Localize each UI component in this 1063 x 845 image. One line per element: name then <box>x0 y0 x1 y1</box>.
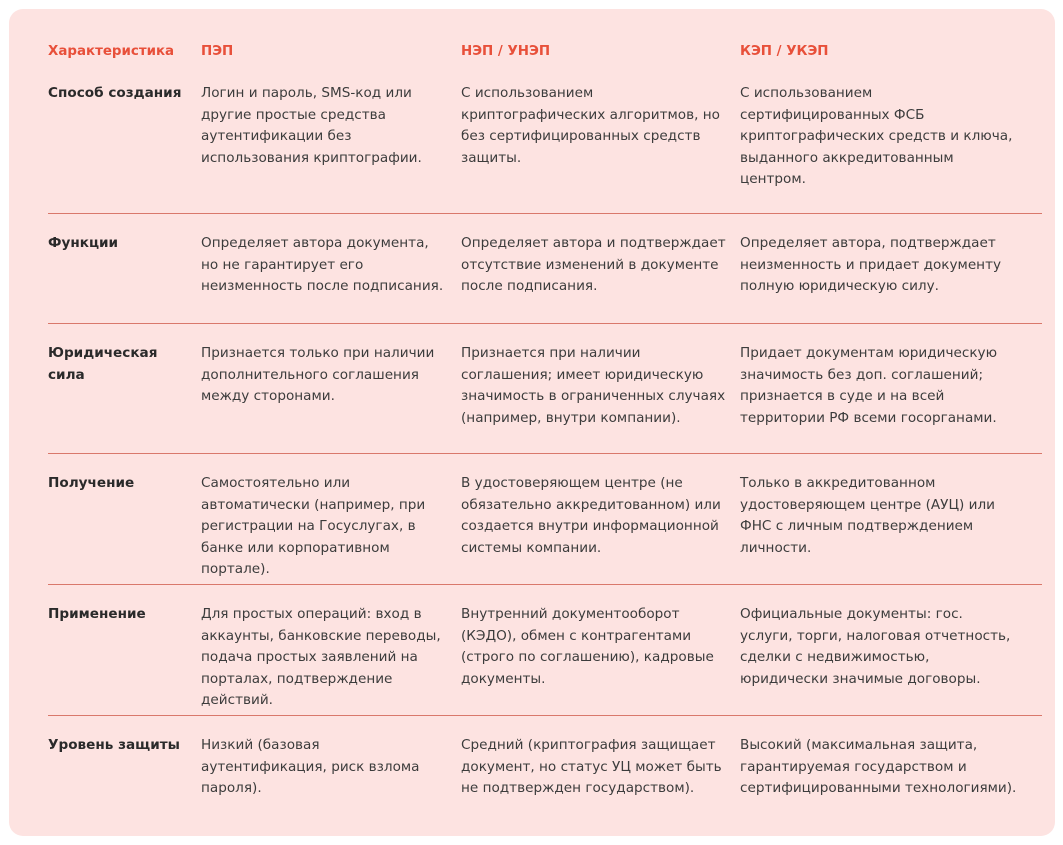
header-nep: НЭП / УНЭП <box>461 44 551 59</box>
cell-pep: Определяет автора документа, но не гарантирует его неизменность после подписания. <box>201 235 444 295</box>
row-label: Функции <box>48 235 119 251</box>
row-label: Применение <box>48 606 146 622</box>
table-row <box>48 83 1042 213</box>
cell-pep: Самостоятельно или автоматически (например, при регистрации на Госуслугах, в банке или корпоративном портале). <box>201 475 426 578</box>
cell-pep: Для простых операций: вход в аккаунты, банковские переводы, подача простых заявлений на порталах, подтверждение действий. <box>201 606 441 709</box>
header-kep: КЭП / УКЭП <box>740 44 829 59</box>
row-label: Способ создания <box>48 85 182 101</box>
cell-kep: Только в аккредитованном удостоверяющем центре (АУЦ) или ФНС с личным подтверждением личности. <box>740 475 995 556</box>
header-pep: ПЭП <box>201 44 234 59</box>
cell-nep: В удостоверяющем центре (не обязательно аккредитованном) или создается внутри информационной системы компании. <box>461 475 721 556</box>
cell-nep: Признается при наличии соглашения; имеет юридическую значимость в ограниченных случаях (например, внутри компании). <box>461 345 726 426</box>
cell-nep: С использованием криптографических алгоритмов, но без сертифицированных средств защиты. <box>461 85 720 166</box>
table-row <box>48 213 1042 323</box>
comparison-table <box>48 9 1042 835</box>
cell-kep: С использованием сертифицированных ФСБ криптографических средств и ключа, выданного аккредитованным центром. <box>740 85 1013 188</box>
cell-nep: Средний (криптография защищает документ, но статус УЦ может быть не подтвержден государством). <box>461 737 722 797</box>
cell-kep: Определяет автора, подтверждает неизменность и придает документу полную юридическую силу. <box>740 235 1002 295</box>
cell-nep: Определяет автора и подтверждает отсутствие изменений в документе после подписания. <box>461 235 726 295</box>
cell-kep: Придает документам юридическую значимость без доп. соглашений; признается в суде и на всей территории РФ всеми госорганами. <box>740 345 998 426</box>
table-row <box>48 323 1042 453</box>
cell-pep: Признается только при наличии дополнительного соглашения между сторонами. <box>201 345 435 405</box>
row-label: Получение <box>48 475 135 491</box>
table-header-row <box>48 9 1042 83</box>
table-row <box>48 584 1042 715</box>
cell-pep: Низкий (базовая аутентификация, риск взлома пароля). <box>201 737 420 797</box>
row-label: Юридическая сила <box>48 345 158 383</box>
header-characteristic: Характеристика <box>48 44 175 59</box>
cell-nep: Внутренний документооборот (КЭДО), обмен с контрагентами (строго по соглашению), кадровые документы. <box>461 606 714 687</box>
cell-pep: Логин и пароль, SMS-код или другие простые средства аутентификации без использования криптографии. <box>201 85 422 166</box>
comparison-card <box>9 9 1055 836</box>
cell-kep: Высокий (максимальная защита, гарантируемая государством и сертифицированными технологиями). <box>740 737 1017 797</box>
table-row <box>48 453 1042 584</box>
table-row <box>48 715 1042 835</box>
cell-kep: Официальные документы: гос. услуги, торги, налоговая отчетность, сделки с недвижимостью, юридически значимые договоры. <box>740 606 1011 687</box>
row-label: Уровень защиты <box>48 737 180 753</box>
